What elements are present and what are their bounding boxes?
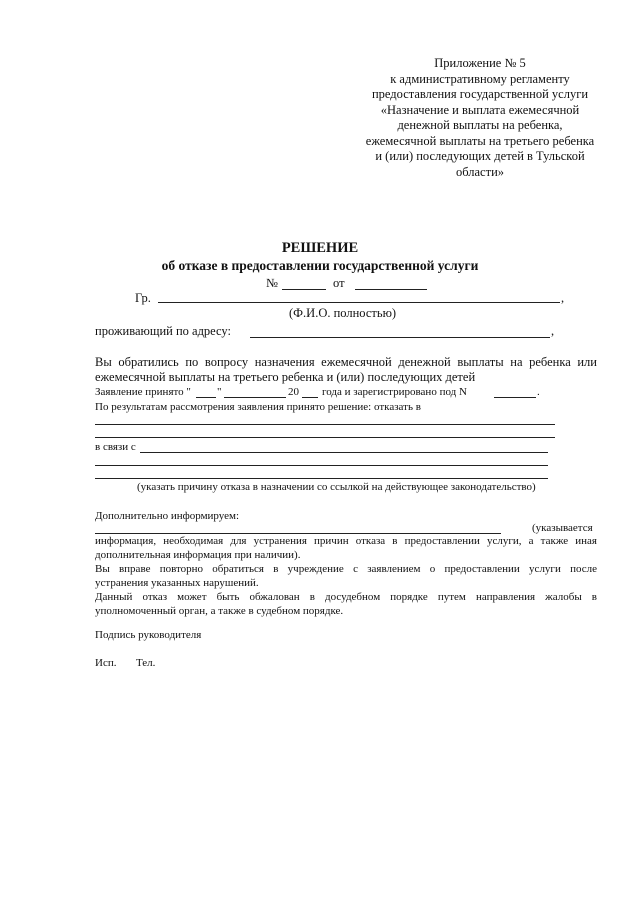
executor-label: Исп.	[95, 657, 117, 669]
reason-caption: (указать причину отказа в назначении со ссылкой на действующее законодательство)	[137, 481, 536, 493]
additional-line-3: дополнительная информация при наличии).	[95, 549, 301, 561]
appeal-line-1: Вы обратились по вопросу назначения ежемесячной денежной выплаты на ребенка или	[95, 355, 597, 369]
appendix-line: ежемесячной выплаты на третьего ребенка	[365, 133, 595, 148]
date-prefix: от	[333, 276, 345, 290]
citizen-name-line	[158, 302, 560, 303]
application-month-line	[224, 397, 286, 398]
appeal-line-2: ежемесячной выплаты на третьего ребенка и (или) последующих детей	[95, 370, 476, 384]
registration-number-line	[494, 397, 536, 398]
appeal-right-line-2: уполномоченный орган, а также в судебном порядке.	[95, 605, 344, 617]
date-field-line	[355, 289, 427, 290]
document-subtitle: об отказе в предоставлении государственной услуги	[161, 258, 479, 273]
appeal-right-line-1: Данный отказ может быть обжалован в досудебном порядке путем направления жалобы в	[95, 591, 597, 603]
additional-line-2: информация, необходимая для устранения причин отказа в предоставлении услуги, а также иная	[95, 535, 597, 547]
appendix-line: Приложение № 5	[434, 56, 526, 70]
appendix-line: денежной выплаты на ребенка,	[397, 118, 563, 132]
application-text-a: Заявление принято "	[95, 386, 191, 398]
application-day-line	[196, 397, 216, 398]
decision-line-2	[95, 437, 555, 438]
application-year-line	[302, 397, 318, 398]
reason-prefix: в связи с	[95, 441, 136, 453]
address-label: проживающий по адресу:	[95, 324, 231, 338]
citizen-comma: ,	[561, 291, 565, 305]
additional-hint-tail: (указывается	[532, 522, 593, 534]
decision-text: По результатам рассмотрения заявления принято решение: отказать в	[95, 401, 421, 413]
decision-line-1	[95, 424, 555, 425]
number-field-line	[282, 289, 326, 290]
address-line	[250, 337, 550, 338]
signature-label: Подпись руководителя	[95, 629, 202, 641]
appendix-line: области»	[455, 164, 505, 179]
number-prefix: №	[266, 276, 278, 290]
appendix-block	[340, 56, 620, 180]
appendix-line: и (или) последующих детей в Тульской	[375, 149, 585, 163]
appendix-line: предоставления государственной услуги	[371, 87, 589, 101]
address-comma: ,	[551, 324, 555, 338]
retry-line-2: устранения указанных нарушений.	[95, 577, 259, 589]
reason-line-1	[140, 452, 548, 453]
appendix-line: «Назначение и выплата ежемесячной	[380, 102, 580, 117]
additional-info-line	[95, 533, 501, 534]
phone-label: Тел.	[136, 657, 156, 669]
application-period: .	[537, 386, 540, 398]
citizen-prefix: Гр.	[135, 291, 151, 305]
fio-caption: (Ф.И.О. полностью)	[289, 306, 397, 320]
application-text-d: года и зарегистрировано под N	[322, 386, 467, 398]
additional-label: Дополнительно информируем:	[95, 510, 240, 522]
reason-line-3	[95, 478, 548, 479]
document-title: РЕШЕНИЕ	[281, 240, 359, 256]
retry-line-1: Вы вправе повторно обратиться в учреждение с заявлением о предоставлении услуги после	[95, 563, 597, 575]
appendix-line: к административному регламенту	[390, 71, 570, 86]
application-text-b: "	[217, 386, 222, 398]
application-text-c: 20	[288, 386, 299, 398]
reason-line-2	[95, 465, 548, 466]
